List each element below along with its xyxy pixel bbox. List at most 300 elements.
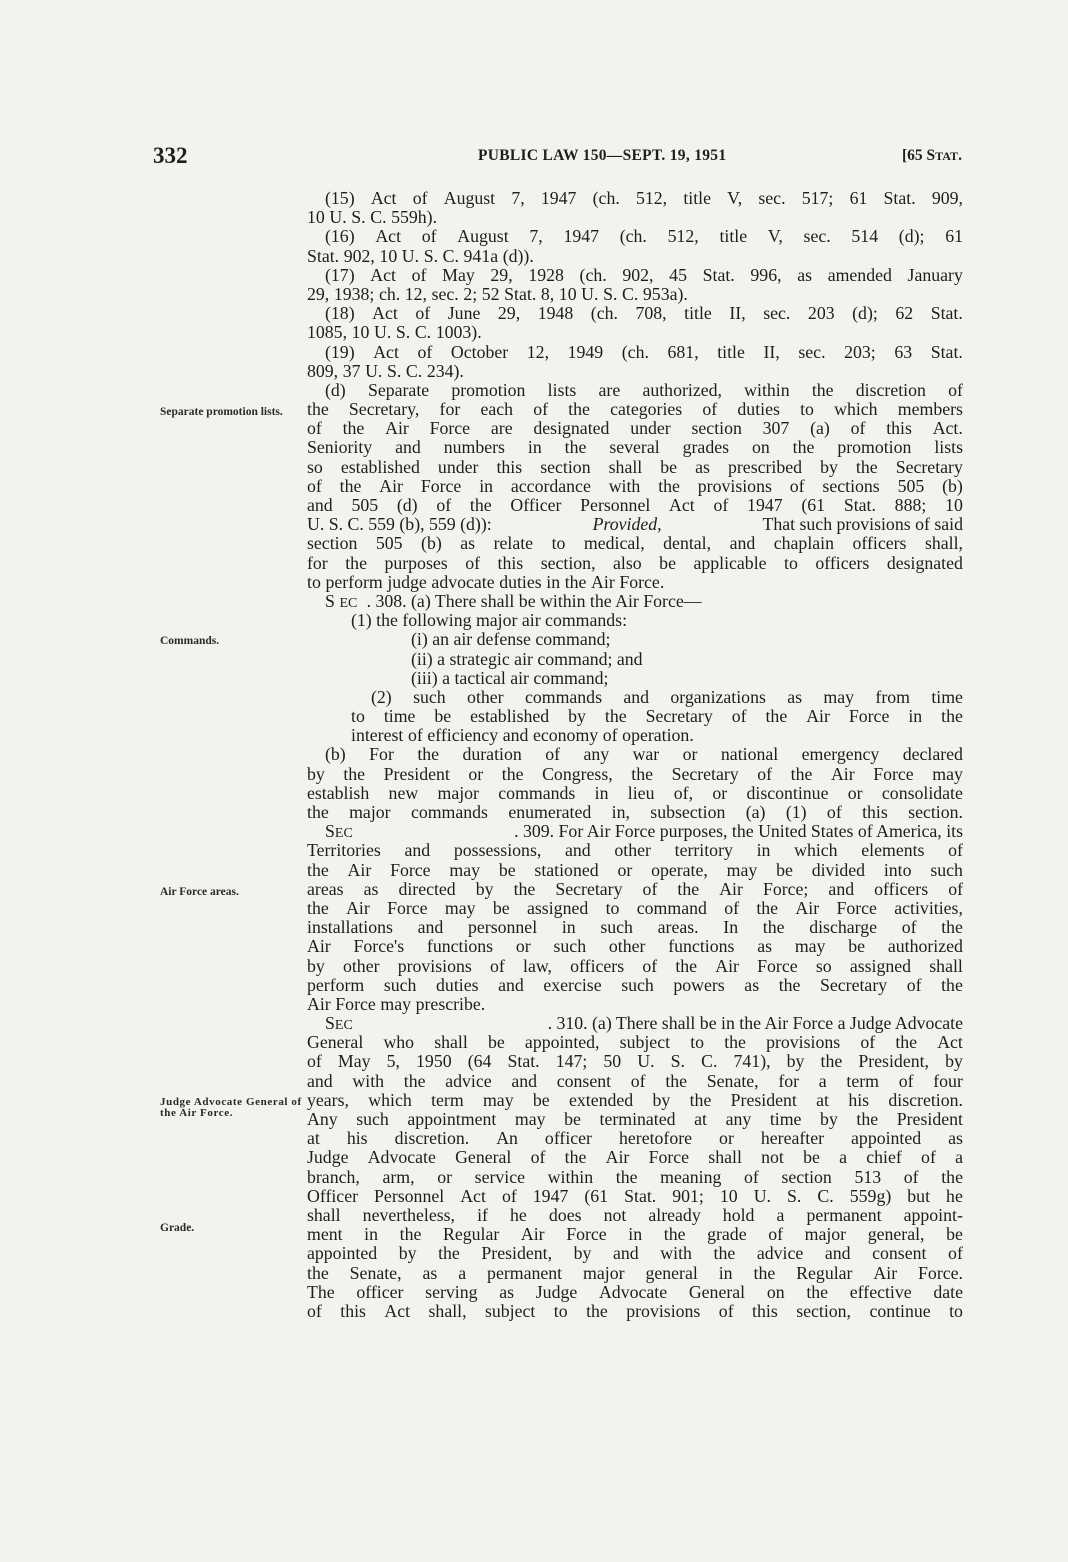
word: 708,: [635, 303, 667, 324]
body-text: [307, 189, 963, 1321]
word: may: [932, 763, 963, 784]
word: of: [948, 840, 963, 861]
word: 203;: [844, 341, 876, 362]
text-line: [307, 323, 963, 342]
word: may: [726, 859, 758, 880]
word: sec.: [431, 283, 459, 304]
text-line: [307, 745, 963, 764]
word: the: [399, 1224, 422, 1245]
word: Force: [566, 1224, 607, 1245]
word: 29,: [307, 283, 330, 304]
word: (2): [371, 686, 392, 707]
word: General: [307, 1032, 364, 1053]
word: to: [949, 1300, 963, 1321]
word: the: [677, 878, 700, 899]
word: commands: [410, 802, 488, 822]
word: 1947: [747, 495, 783, 515]
word: (d): [396, 495, 418, 515]
word: the: [756, 897, 779, 918]
word: under: [437, 456, 479, 477]
word: the: [689, 1089, 712, 1110]
word: as: [797, 264, 813, 285]
word: of: [789, 475, 805, 496]
word: major: [437, 782, 479, 803]
word: of: [903, 1166, 919, 1187]
word: judge: [387, 571, 427, 592]
word: of: [642, 878, 658, 899]
word: sections: [822, 475, 880, 496]
word: and: [502, 725, 529, 746]
word: a: [839, 1147, 848, 1168]
word: 61: [849, 188, 868, 208]
word: title: [717, 341, 745, 362]
volume-suffix: .: [958, 147, 962, 164]
word: assigned: [849, 955, 912, 976]
word: Stat.: [930, 341, 963, 362]
word: Force.: [619, 571, 665, 592]
text-line: [307, 496, 963, 515]
word: in,: [611, 802, 630, 822]
word: Air: [806, 706, 830, 727]
word: emergency: [801, 744, 880, 765]
word: C.: [442, 245, 459, 266]
word: at: [307, 1128, 320, 1149]
word: or: [515, 936, 531, 957]
word: operation.: [622, 725, 694, 746]
word: powers: [673, 974, 725, 995]
word: of: [411, 264, 427, 285]
word: or: [437, 1166, 453, 1187]
word: be: [532, 1089, 550, 1110]
word: of: [436, 495, 452, 515]
word: the: [568, 399, 590, 420]
word: appointed,: [524, 1032, 600, 1053]
word: the: [811, 379, 834, 400]
word: activities,: [894, 897, 963, 918]
word: such: [413, 686, 446, 707]
word: C.: [701, 1051, 718, 1072]
volume-tag: [902, 147, 962, 165]
word: (ch.: [579, 264, 607, 285]
word: in: [479, 475, 494, 496]
word: by: [475, 878, 494, 899]
word: the: [307, 399, 329, 420]
word: 10: [558, 283, 577, 304]
word: 1947: [540, 188, 577, 208]
word: August: [443, 188, 496, 208]
word: and: [395, 437, 421, 458]
word: S.: [423, 245, 439, 266]
word: to: [784, 552, 798, 573]
word: the: [941, 917, 963, 938]
word: his: [848, 1089, 870, 1110]
text-line: [307, 534, 963, 553]
word: commands: [498, 782, 576, 803]
word: President: [896, 1109, 963, 1129]
word: may: [444, 897, 476, 918]
text-line: [307, 1052, 963, 1071]
word: in: [756, 840, 771, 861]
word: operate,: [651, 859, 708, 880]
word: by: [573, 1243, 592, 1264]
word: the: [631, 763, 653, 784]
word: Separate: [367, 379, 430, 400]
word: not: [761, 1147, 784, 1168]
word: as: [363, 878, 379, 899]
word: Air: [830, 763, 855, 784]
text-line: [307, 650, 963, 669]
word: 514: [851, 226, 879, 247]
word: as: [787, 686, 803, 707]
word: territory: [674, 840, 733, 861]
word: (d): [325, 379, 346, 400]
word: of: [307, 418, 322, 439]
word: discretion: [855, 379, 926, 400]
word: 10: [307, 207, 325, 228]
word: 1949: [567, 341, 604, 362]
word: U.: [365, 360, 383, 381]
text-line: [307, 1014, 963, 1033]
word: the: [501, 763, 524, 784]
word: Air: [873, 1262, 898, 1283]
text-line: [307, 381, 963, 400]
word: to: [690, 1032, 705, 1053]
word: Senate,: [349, 1262, 402, 1283]
word: Air: [346, 897, 370, 918]
word: the: [615, 1166, 638, 1187]
word: (d);: [898, 226, 925, 247]
word: the: [307, 859, 329, 880]
word: major: [349, 802, 391, 822]
word: or: [719, 1128, 734, 1149]
word: U.: [753, 1185, 772, 1206]
word: to: [307, 571, 321, 592]
word: Act: [384, 1300, 411, 1321]
text-line: [307, 899, 963, 918]
word: other: [614, 840, 651, 861]
word: 29,: [490, 264, 513, 285]
word: (16): [325, 226, 355, 247]
word: Stat.: [507, 1051, 540, 1072]
word: each: [480, 399, 514, 420]
word: and: [623, 686, 650, 707]
word: under: [630, 418, 671, 439]
word: shall: [608, 456, 643, 477]
word: as: [499, 1281, 515, 1302]
word: the: [417, 744, 440, 765]
word: 1085,: [307, 322, 348, 343]
word: officers: [570, 955, 625, 976]
word: section: [540, 456, 591, 477]
word: such: [356, 1109, 389, 1129]
word: major: [583, 1262, 625, 1283]
word: authorized: [887, 936, 963, 957]
word: shall: [708, 1147, 742, 1168]
word: discretion.: [888, 1089, 963, 1110]
word: to: [800, 399, 814, 420]
word: General: [688, 1281, 746, 1302]
word: personnel: [468, 917, 538, 938]
word: Stat.: [883, 188, 916, 208]
margin-note-grade: Grade.: [160, 1222, 195, 1234]
word: and: [613, 1243, 639, 1264]
word: this: [497, 552, 524, 573]
word: Act: [669, 495, 695, 515]
word: the: [778, 974, 801, 995]
word: of,: [673, 782, 694, 803]
word: section: [307, 533, 358, 554]
word: general,: [867, 1224, 925, 1245]
word: provisions: [766, 1032, 841, 1053]
word: Force: [420, 475, 462, 496]
text-line: [307, 266, 963, 285]
word: section,: [540, 552, 596, 573]
word: of: [307, 1300, 322, 1321]
word: of: [702, 399, 718, 420]
word: U.: [401, 245, 420, 266]
word: 52: [481, 283, 500, 304]
word: Air: [379, 475, 403, 496]
word: 5,: [386, 1051, 400, 1072]
text-line: [307, 957, 963, 976]
text-line: [307, 630, 963, 649]
text-line: [307, 400, 963, 419]
word: war: [632, 744, 660, 765]
word: the: [604, 706, 627, 727]
word: exercise: [543, 974, 602, 995]
word: of: [501, 1185, 517, 1206]
word: 1938;: [333, 283, 375, 304]
word: to: [551, 533, 566, 554]
word: as: [948, 1128, 963, 1149]
text-line: [307, 611, 963, 630]
word: 50: [603, 1051, 622, 1072]
word: (17): [325, 264, 355, 285]
word: or: [617, 859, 633, 880]
word: shall,: [428, 1300, 467, 1321]
word: officers: [852, 533, 907, 554]
text-line: [307, 304, 963, 323]
word: Force: [648, 1147, 690, 1168]
word: Act: [375, 226, 402, 247]
word: chief: [866, 1147, 902, 1168]
word: Regular: [442, 1224, 500, 1245]
word: subject: [619, 1032, 671, 1053]
word: 10: [351, 322, 370, 343]
word: of: [642, 955, 658, 976]
word: of: [490, 955, 505, 976]
word: Secretary: [820, 974, 888, 995]
word: this: [886, 418, 912, 439]
word: (a): [810, 418, 830, 439]
word: interest: [351, 725, 404, 746]
word: sec.: [798, 341, 826, 362]
word: Stat.: [702, 264, 735, 285]
word: term: [431, 1089, 464, 1110]
word: President: [730, 1089, 797, 1110]
word: An: [496, 1128, 518, 1149]
text-line: [307, 1072, 963, 1091]
word: of: [850, 418, 866, 439]
word: he: [946, 1185, 963, 1206]
word: Stat.: [930, 303, 963, 324]
word: relate: [493, 533, 534, 554]
word: duties: [499, 571, 542, 592]
text-segment: (i) an air defense command;: [411, 629, 611, 650]
word: Air: [347, 859, 372, 880]
word: section,: [796, 1300, 851, 1321]
word: of: [602, 725, 618, 746]
word: Force: [429, 418, 471, 439]
word: the: [895, 1032, 918, 1053]
word: national: [720, 744, 779, 765]
text-segment: . 310. (a) There shall be in the Air Force a Judge Advocate: [547, 1013, 963, 1034]
word: and: [824, 1243, 851, 1264]
text-line: [307, 976, 963, 995]
word: 45: [669, 264, 687, 285]
word: October: [450, 341, 509, 362]
volume-prefix: [65 S: [902, 147, 936, 164]
text-line: [307, 458, 963, 477]
text-line: [307, 1283, 963, 1302]
word: 7,: [511, 188, 525, 208]
word: 902,: [343, 245, 375, 266]
word: functions: [426, 936, 494, 957]
text-line: [307, 1091, 963, 1110]
word: as: [695, 456, 710, 477]
word: be: [946, 1224, 963, 1245]
word: For: [369, 744, 394, 765]
word: appointed: [851, 1128, 922, 1149]
word: time: [769, 1109, 802, 1129]
word: U.: [329, 207, 347, 228]
word: the: [658, 475, 680, 496]
word: 29,: [497, 303, 521, 324]
word: directed: [398, 878, 456, 899]
word: and: [565, 840, 591, 861]
text-line: [307, 1033, 963, 1052]
text-line: [307, 1264, 963, 1283]
word: subject: [484, 1300, 536, 1321]
word: by: [398, 1243, 417, 1264]
word: Advocate: [367, 1147, 436, 1168]
word: Officer: [307, 1185, 359, 1206]
word: Congress,: [542, 763, 613, 784]
word: 517;: [801, 188, 834, 208]
word: 10: [945, 495, 963, 515]
word: areas.: [657, 917, 699, 938]
word: Secretary: [895, 456, 963, 477]
word: by: [307, 763, 325, 784]
text-line: [307, 822, 963, 841]
text-segment: That such provisions of said: [762, 514, 963, 535]
word: by: [568, 706, 586, 727]
word: of: [948, 1243, 963, 1264]
word: be: [564, 1109, 581, 1129]
word: (1): [785, 802, 807, 822]
word: prescribe.: [415, 993, 486, 1014]
word: who: [383, 1032, 415, 1053]
word: 1950: [416, 1051, 452, 1072]
word: Act: [373, 341, 399, 362]
word: may: [514, 1109, 546, 1129]
word: Judge: [307, 1147, 349, 1168]
word: The: [307, 1281, 335, 1302]
word: ch.: [378, 283, 401, 304]
word: in: [594, 782, 609, 803]
word: 559g): [849, 1185, 892, 1206]
word: prescribed: [727, 456, 803, 477]
word: sec.: [758, 188, 786, 208]
word: which: [794, 840, 838, 861]
word: Air: [307, 993, 331, 1014]
word: 681,: [667, 341, 699, 362]
word: major: [804, 1224, 847, 1245]
word: 203: [807, 303, 835, 324]
word: the: [564, 571, 587, 592]
word: discontinue: [746, 782, 829, 803]
word: 512,: [667, 226, 699, 247]
word: 513: [854, 1166, 882, 1187]
word: of: [901, 917, 917, 938]
word: consent: [872, 1243, 927, 1264]
word: Force: [836, 897, 877, 918]
word: so: [815, 955, 832, 976]
word: are: [490, 418, 513, 439]
word: and: [417, 917, 444, 938]
word: (ch.: [621, 341, 649, 362]
word: officers: [874, 878, 929, 899]
section-sec: SEC: [325, 821, 353, 842]
word: Force's: [353, 936, 405, 957]
word: Force: [387, 897, 428, 918]
word: a: [955, 1147, 963, 1168]
word: by: [786, 1051, 805, 1072]
word: Air: [795, 897, 820, 918]
word: 7,: [529, 226, 543, 247]
word: from: [875, 686, 910, 707]
text-line: [307, 247, 963, 266]
text-line: [307, 995, 963, 1014]
word: to: [553, 1300, 568, 1321]
word: 909,: [931, 188, 963, 208]
text-line: [307, 1225, 963, 1244]
word: 1947: [563, 226, 599, 247]
word: designated: [533, 418, 610, 439]
word: S.: [670, 1051, 686, 1072]
word: Air: [591, 571, 615, 592]
word: of: [407, 725, 423, 746]
word: by: [945, 1051, 963, 1072]
text-line: [307, 726, 963, 745]
word: Personnel: [580, 495, 651, 515]
word: functions: [668, 936, 735, 957]
text-line: [307, 438, 963, 457]
word: General: [455, 1147, 512, 1168]
word: Officer: [510, 495, 562, 515]
word: may: [482, 1089, 514, 1110]
word: at: [694, 1109, 707, 1129]
word: C.: [414, 322, 432, 343]
word: Force: [390, 859, 431, 880]
word: chaplain: [773, 533, 834, 554]
word: C.: [370, 207, 387, 228]
word: the: [820, 1051, 843, 1072]
word: arm,: [382, 1166, 415, 1187]
word: lieu: [627, 782, 655, 803]
word: 61: [945, 226, 963, 247]
word: U.: [637, 1051, 655, 1072]
